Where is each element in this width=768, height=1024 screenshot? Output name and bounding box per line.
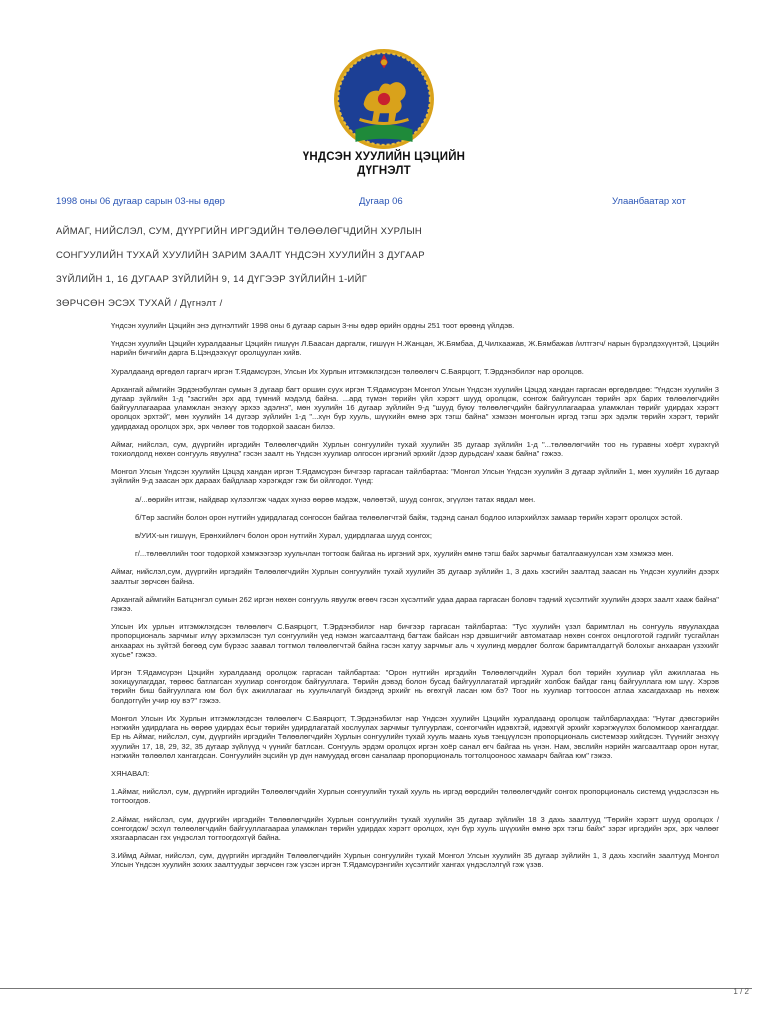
list-item: а/...өөрийн итгэж, найдвар хүлээлгэж чадах хүнээ өөрөө мэдэж, чөлөөтэй, шууд сонгох, эгүүлэн татах явдал мөн. — [135, 494, 536, 504]
paragraph: 3.Иймд Аймаг, нийслэл, сум, дүүргийн иргэдийн Төлөөлөгчдийн Хурлын сонгуулийн тухай Монгол Улсын хуулийн 35 дугаар зүйлийн 1, 3 дахь хэсгийн заалтууд Монгол Улсын Үндсэн хуулийн зохих заалтуудыг зөрчсөн гэж үзсэн иргэн Т.Ядамсүрэнгийн хүсэлтийг хангах үндэслэлгүй гэж үзэв. — [111, 851, 719, 870]
list-item: б/Төр засгийн болон орон нутгийн удирдлагад сонгосон байгаа төлөөлөгчтэй байж, тэдэнд санал бодлоо илэрхийлэх замаар төрийн хэрэгт оролцох эстой. — [135, 512, 683, 522]
list-item: г/...төлөөллийн тоог тодорхой хэмжээгээр хуульчлан тогтоож байгаа нь иргэний эрх, хуулийн өмнө тэгш байх зарчмыг баталгаажуулсан хэм хэмжээ мөн. — [135, 549, 674, 559]
section-label: ХЯНАВАЛ: — [111, 768, 150, 778]
paragraph: Монгол Улсын Их Хурлын итгэмжлэгдсэн төлөөлөгч С.Баярцогт, Т.Эрдэнэбилэг нар Үндсэн хуулийн Цэцийн хуралдаанд оролцож тайлбарлахдаа: "Нутаг дэвсгэрийн нэгжийн удирдлага нь өөрөө удирдах ёсыг төрийн удирдлагатай хослуулах зарчмыг тулгуурлаж, сонгогчийн идэвхтэй, идэвхгүй эрхийг хэрэгжүүлэх боломжоор хангагддаг. Ер нь Аймаг, нийслэл, сум, дүүргийн иргэдийн Төлөөлөгчдийн Хурлын сонгуулийн тухай хууль маань хуьв тэнцүүлсэн пропорциональ системээр хийгдсэн. Түүнийг энэхүү хуулийн 17, 18, 29, 32, 35 дугаар зүйлүүд ч үүнийг батлсан. Сонгууль эрдэм оролцох иргэн хоёр санал өгч байгаа нь үнэн. Нам, эвслийн нэрийн жагсаалтаар орон нутаг, нэгжийн төлөөлөл хангагдсан. Сонгуулийн эцсийн үр дүн намуудад өгсөн саналаар пропорциональ тогтолцооноос хамаарч байгаа юм" гэжээ. — [111, 713, 719, 760]
paragraph: 1.Аймаг, нийслэл, сум, дүүргийн иргэдийн Төлөөлөгчдийн Хурлын сонгуулийн тухай хууль нь иргэд өөрсдийн төлөөлөгчдийг сонгох пропорциональ системд үндэслэсэн нь тогтоогдов. — [111, 787, 719, 806]
paragraph: Архангай аймгийн Батцэнгэл сумын 262 иргэн нөхөн сонгууль явуулж өгөөч гэсэн хүсэлтийг удаа дараа гаргасан боловч тэдний хүсэлтийг хуулийн дээрх заалт хааж байна" гэжээ. — [111, 594, 719, 614]
document-body — [111, 321, 719, 879]
heading-line: АЙМАГ, НИЙСЛЭЛ, СУМ, ДҮҮРГИЙН ИРГЭДИЙН ТӨЛӨӨЛӨГЧДИЙН ХУРЛЫН — [56, 226, 423, 237]
document-subtitle: ДҮГНЭЛТ — [357, 165, 411, 177]
document-number: Дугаар 06 — [359, 196, 403, 207]
document-date: 1998 оны 06 дугаар сарын 03-ны өдөр — [56, 196, 225, 207]
paragraph: 2.Аймаг, нийслэл, сум, дүүргийн иргэдийн Төлөөлөгчдийн Хурлын сонгуулийн тухай хуулийн 35 дугаар зүйлийн 18 3 дахь заалтууд "Төрийн хэрэгт шууд оролцох /сонгогдож/ эсхүл төлөөлөгчдийн байгууллагаараа уламжлан төрийн удирдах хэрэгт оролцох, хүн бүр хууль шүүхийн өмнө эрх тэгш байх" зэрэг иргэдийн эрх, эрх чөлөөг хязгаарласан гэх үндэслэл тогтоогдохгүй байна. — [111, 814, 719, 842]
state-emblem-icon — [333, 48, 435, 150]
list-item: в/УИХ-ын гишүүн, Ерөнхийлөгч болон орон нутгийн Хурал, удирдлагаа шууд сонгох; — [135, 531, 432, 541]
paragraph: Хуралдаанд өргөдөл гаргагч иргэн Т.Ядамсүрэн, Улсын Их Хурлын итгэмжлэгдсэн төлөөлөгч С.Баярцогт, Т.Эрдэнэбилэг нар оролцов. — [111, 366, 584, 376]
document-city: Улаанбаатар хот — [612, 196, 686, 207]
heading-line: ЗҮЙЛИЙН 1, 16 ДУГААР ЗҮЙЛИЙН 9, 14 ДҮГЭЭР ЗҮЙЛИЙН 1-ИЙГ — [56, 274, 368, 285]
paragraph: Архангай аймгийн Эрдэнэбулган сумын 3 дугаар багт оршин суух иргэн Т.Ядамсүрэн Монгол Улсын Үндсэн хуулийн Цэцэд хандан гаргасан өргөдөлдөө: "Үндсэн хуулийн 3 дугаар зүйлийн 1-д "засгийн эрх ард түмний мэдэлд байна. ...ард түмэн төрийн үйл хэрэгт шууд оролцож, сонгож байгуулсан төрийн эрх барих төлөөлөгчдийн байгууллагаараа уламжлан энэхүү эрхээ эдэлнэ", мөн хуулийн 16 дугаар зүйлийн 9-д "шууд буюу төлөөлөгчдийн байгууллагаараа уламжлан төрийг удирдах хэрэгт оролцох эрхтэй", мөн хуулийн 14 дүгээр зүйлийн 1-д "...хүн бүр хууль, шүүхийн өмнө эрх тэгш байна" хэмээн монголын иргэд тэгш эрх эдэлж төрийн хэрэгт, төрийг удирдахад оролцох эрх, эрх чөлөөг тов тодорхой заасан билээ. — [111, 384, 719, 431]
page-number: 1 / 2 — [733, 987, 749, 996]
document-title: ҮНДСЭН ХУУЛИЙН ЦЭЦИЙН — [302, 151, 466, 163]
page-divider — [0, 988, 752, 989]
paragraph: Аймаг, нийслэл,сум, дүүргийн иргэдийн Төлөөлөгчдийн Хурлын сонгуулийн тухай хуулийн 35 дугаар зүйлийн 1, 3 дахь хэсгийн заалтад заасан нь Үндсэн хуулийн дээрх заалтыг зөрчсөн байна. — [111, 567, 719, 586]
paragraph: Аймаг, нийслэл, сум, дүүргийн иргэдийн Төлөөлөгчдийн Хурлын сонгуулийн тухай хуулийн 35 дугаар зүйлийн 1-д "...төлөөлөгчийн тоо нь гуравны хоёрт хүрэхгүй тохиолдолд нөхөн сонгууль явуулна" гэсэн заалт нь Үндсэн хуулиар олгосон иргэний эрхийг /дээр дурьдсан/ хааж байна" гэжээ. — [111, 439, 719, 459]
paragraph: Үндсэн хуулийн Цэцийн хуралдааныг Цэцийн гишүүн Л.Баасан даргалж, гишүүн Н.Жанцан, Ж.Бямбаа, Д.Чилхаажав, Ж.Бямбажав /илтгэгч/ нарын бүрэлдэхүүнтэй, Цэцийн нарийн бичгийн дарга Б.Цэндээхүүг оролцуулан хийв. — [111, 339, 719, 358]
paragraph: Үндсэн хуулийн Цэцийн энэ дүгнэлтийг 1998 оны 6 дугаар сарын 3-ны өдөр өрийн ордны 251 тоот өрөөнд үйлдэв. — [111, 321, 515, 330]
heading-line: ЗӨРЧСӨН ЭСЭХ ТУХАЙ / Дүгнэлт / — [56, 298, 223, 309]
paragraph: Улсын Их урлын итгэмжлэгдсэн төлөөлөгч С.Баярцогт, Т.Эрдэнэбилэг нар бичгээр гаргасан тайлбартаа: "Тус хуулийн үзэл баримтлал нь сонгууль явуулахдаа пропорциональ зарчмыг илүү эрхэмлэсэн тул сонгуулийн үед нэмэн жагсаалтанд багтаж байсан нэр дэвшигчийг автоматаар нөхөн сонгох онцлоготой гэдгийг тусгайлан анхаарах нь зүйтэй бөгөөд сум бүрээс заавал тогтмол төлөөлөгчтэй байна гэсэн хатуу зарчмыг аль ч хуулинд мөрдлөг болгож баримталдаггүй болохыг анхааран үзэхийг хүсье" гэжээ. — [111, 622, 719, 659]
paragraph: Иргэн Т.Ядамсүрэн Цэцийн хуралдаанд оролцож гаргасан тайлбартаа: "Орон нутгийн иргэдийн Төлөөлөгчдийн Хурал бол төрийн хуулиар үйл ажиллагаа нь зохицуулагддаг, төрөөс батлагсан хуулиар сонгогдож байгууллага. Төрийн дэвэд болон бусад байгууллагатай иргэдийг холбож байдаг ганц байгууллага юм шүү. Хэрэв төрийн биш байгууллага юм бол бүх ажиллагааг нь хуульчлагүй биздэнд эрхийг нь өгөхгүй ласан юм бэ? Тоог нь хуулиар тогтоосон атлаа хасагдахаар нь нөхөж болдоггүйн учир юу вэ?" гэжээ. — [111, 668, 719, 705]
heading-line: СОНГУУЛИЙН ТУХАЙ ХУУЛИЙН ЗАРИМ ЗААЛТ ҮНДСЭН ХУУЛИЙН 3 ДУГААР — [56, 250, 425, 261]
paragraph: Монгол Улсын Үндсэн хуулийн Цэцэд хандан иргэн Т.Ядамсүрэн бичгээр гаргасан тайлбартаа: "Монгол Улсын Үндсэн хуулийн 3 дугаар зүйлийн 1, мөн хуулийн 16 дугаар зүйлийн 9-д заасан эрх дараах байдлаар хэрэгждэг гэж би ойлгодог. Үүнд: — [111, 467, 719, 486]
